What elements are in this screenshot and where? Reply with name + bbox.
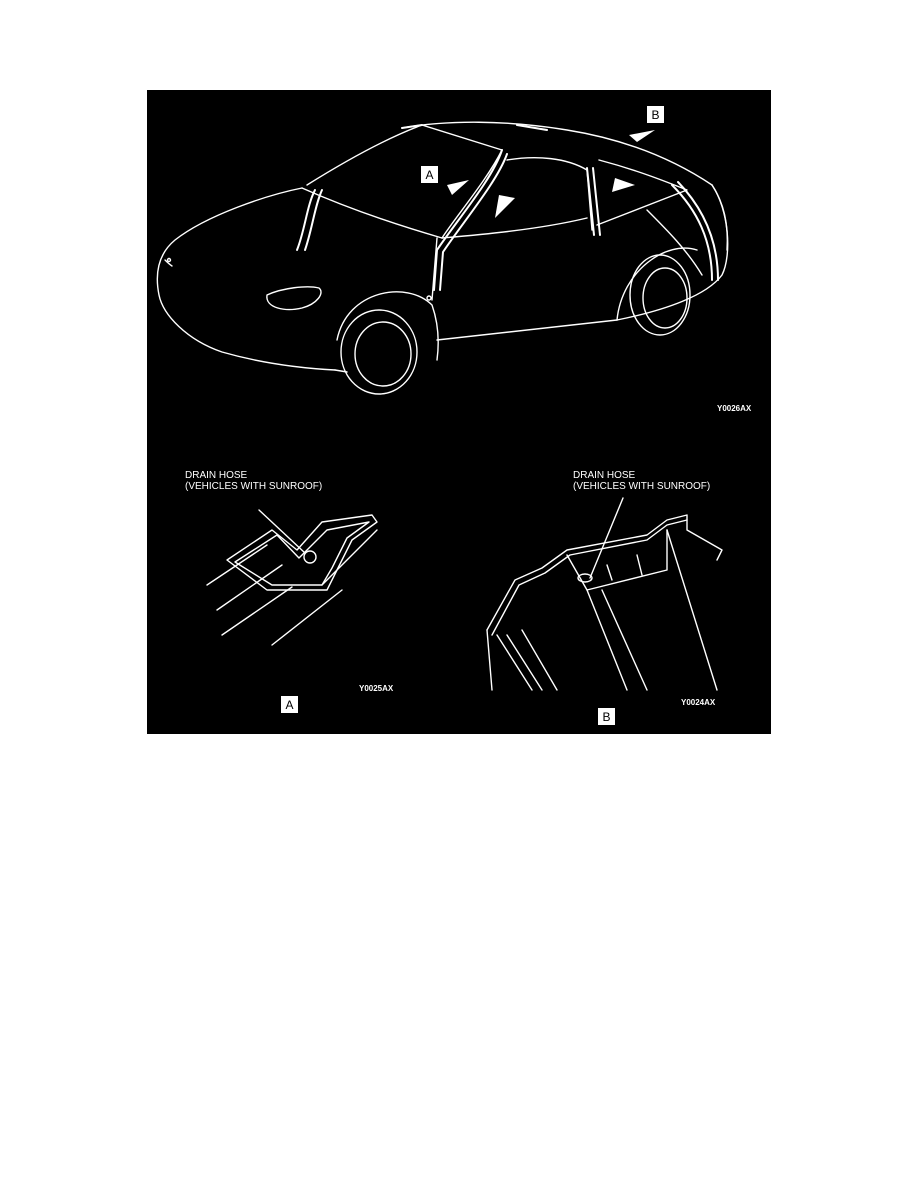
- detail-a-callout-line2: (VEHICLES WITH SUNROOF): [185, 481, 323, 492]
- detail-a-label: A: [281, 696, 298, 713]
- detail-b-label: B: [598, 708, 615, 725]
- detail-a-drawing: [207, 510, 377, 645]
- diagram-panel: [147, 90, 771, 734]
- car-drawing: [147, 90, 771, 734]
- detail-a-callout-line1: DRAIN HOSE: [185, 470, 248, 481]
- detail-b-callout-line1: DRAIN HOSE: [573, 470, 636, 481]
- detail-b-drawing: [487, 498, 722, 690]
- label-a-marker: A: [421, 166, 438, 183]
- drain-hose-routes: [297, 125, 718, 290]
- detail-b-code: Y0024AX: [681, 698, 716, 707]
- detail-b-callout-line2: (VEHICLES WITH SUNROOF): [573, 481, 711, 492]
- detail-a-code: Y0025AX: [359, 684, 394, 693]
- car-view-code: Y0026AX: [717, 404, 752, 413]
- label-b-marker: B: [647, 106, 664, 123]
